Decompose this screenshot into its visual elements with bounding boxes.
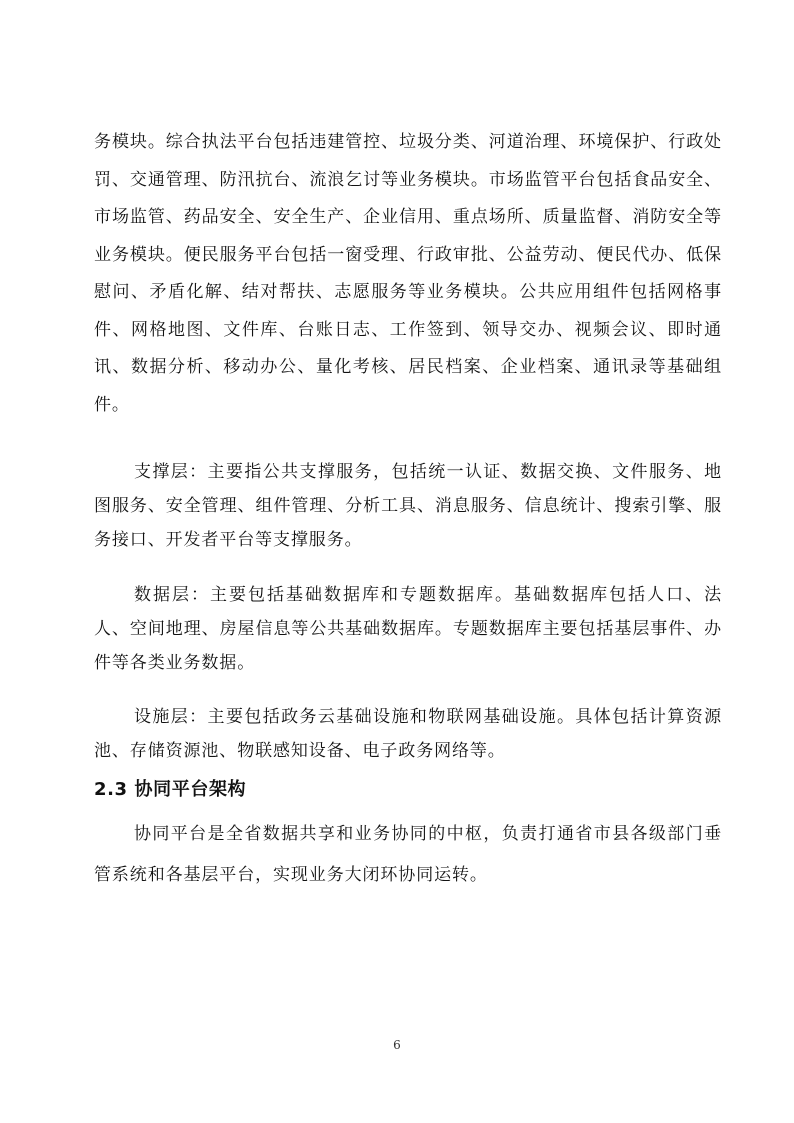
paragraph-infrastructure-layer: 设施层：主要包括政务云基础设施和物联网基础设施。具体包括计算资源池、存储资源池、物联感知设备、电子政务网络等。 bbox=[94, 707, 722, 761]
page-number: 6 bbox=[393, 1038, 401, 1052]
paragraph-data-layer: 数据层：主要包括基础数据库和专题数据库。基础数据库包括人口、法人、空间地理、房屋信息等公共基础数据库。专题数据库主要包括基层事件、办件等各类业务数据。 bbox=[94, 585, 722, 673]
paragraph-business-modules: 务模块。综合执法平台包括违建管控、垃圾分类、河道治理、环境保护、行政处罚、交通管理、防汛抗台、流浪乞讨等业务模块。市场监管平台包括食品安全、市场监管、药品安全、安全生产、企业信用、重点场所、质量监督、消防安全等业务模块。便民服务平台包括一窗受理、行政审批、公益劳动、便民代办、低保慰问、矛盾化解、结对帮扶、志愿服务等业务模块。公共应用组件包括网格事件、网格地图、文件库、台账日志、工作签到、领导交办、视频会议、即时通讯、数据分析、移动办公、量化考核、居民档案、企业档案、通讯录等基础组件。 bbox=[94, 132, 722, 415]
paragraph-support-layer: 支撑层：主要指公共支撑服务，包括统一认证、数据交换、文件服务、地图服务、安全管理、组件管理、分析工具、消息服务、信息统计、搜索引擎、服务接口、开发者平台等支撑服务。 bbox=[94, 462, 722, 550]
paragraph-collaboration-platform: 协同平台是全省数据共享和业务协同的中枢，负责打通省市县各级部门垂管系统和各基层平台，实现业务大闭环协同运转。 bbox=[94, 824, 722, 885]
section-heading: 2.3 协同平台架构 bbox=[94, 779, 247, 800]
